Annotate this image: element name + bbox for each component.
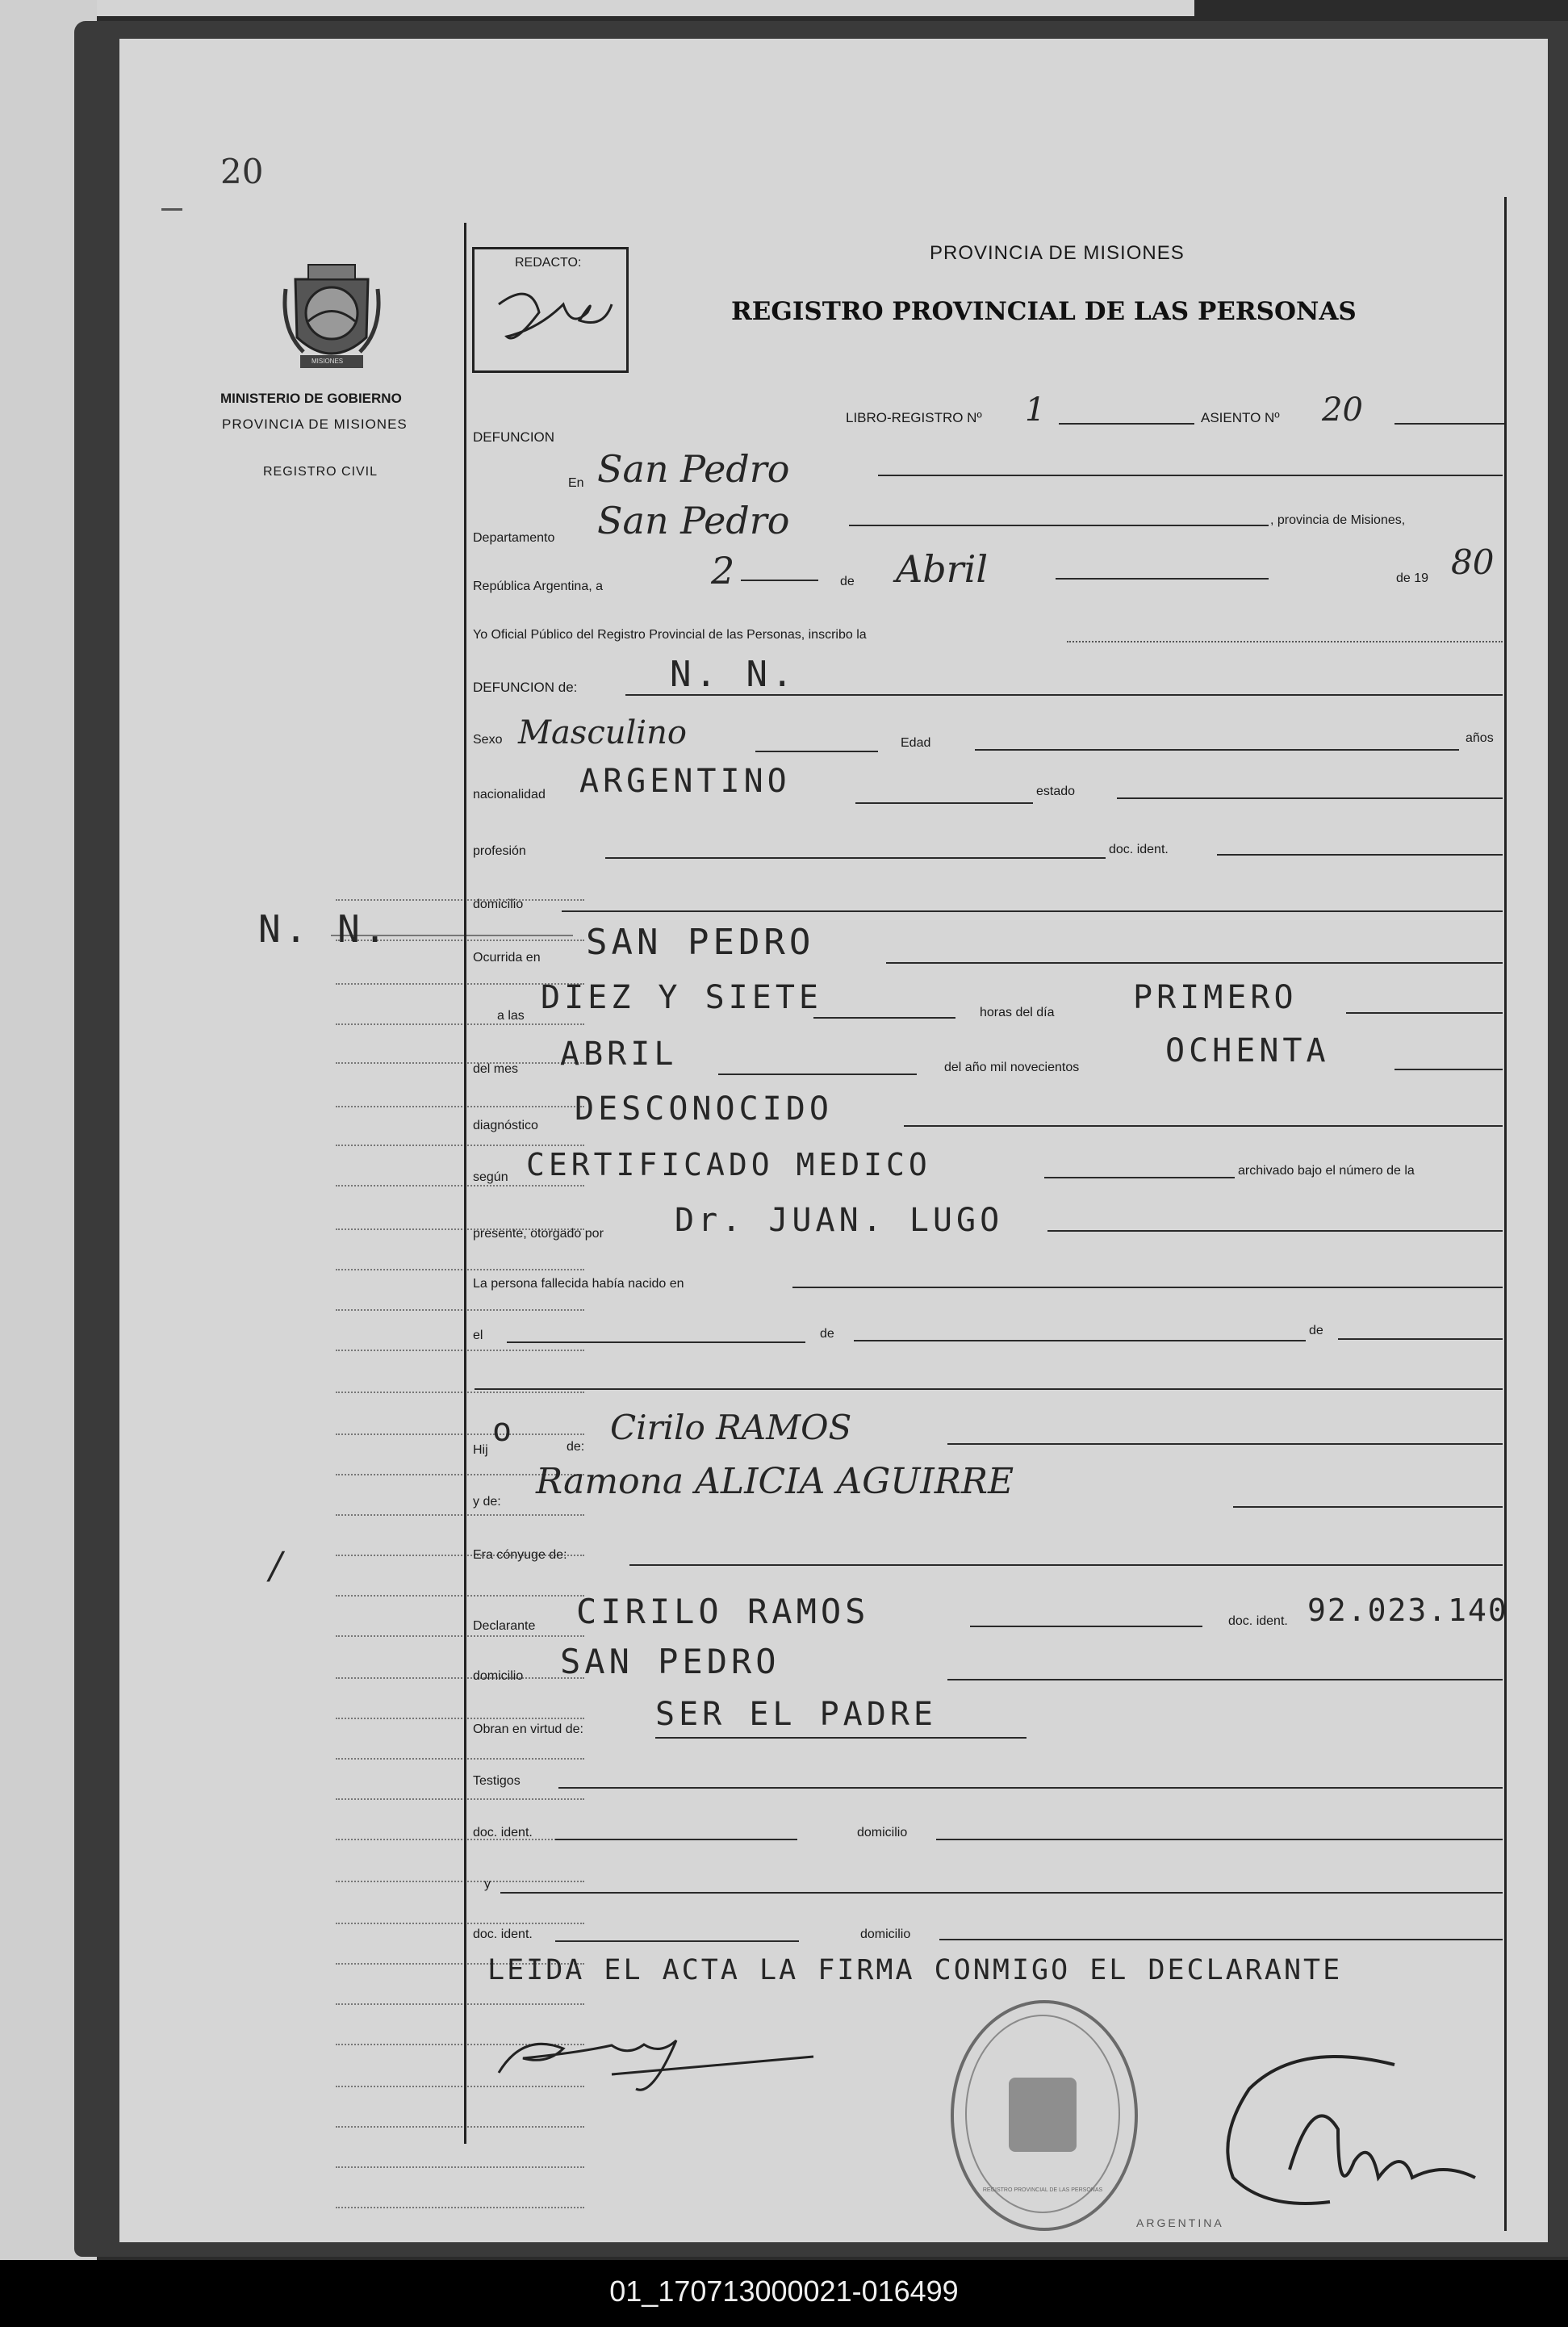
redacto-box — [472, 247, 629, 373]
margin-line — [336, 1106, 584, 1107]
a-las-label: a las — [497, 1009, 525, 1023]
edad-line — [975, 749, 1459, 751]
asiento-value: 20 — [1322, 391, 1363, 429]
diagnostico-label: diagnóstico — [473, 1119, 538, 1132]
margin-line — [336, 1062, 584, 1064]
page-number-dash — [161, 208, 182, 211]
nac-de-b-line — [1338, 1338, 1503, 1340]
declarante-label: Declarante — [473, 1619, 536, 1633]
margin-line — [336, 2207, 584, 2208]
margin-line — [336, 1635, 584, 1637]
margin-line — [336, 1718, 584, 1719]
defuncion-de-label: DEFUNCION de: — [473, 680, 578, 695]
doc-ident-label: doc. ident. — [1109, 843, 1169, 856]
anio-label: del año mil novecientos — [944, 1061, 1080, 1074]
y-line — [500, 1892, 1503, 1894]
en-label: En — [568, 476, 584, 490]
year-value: 80 — [1451, 542, 1495, 582]
closing-text: LEIDA EL ACTA LA FIRMA CONMIGO EL DECLARANTE — [487, 1954, 1343, 1986]
hijo-de-label: de: — [567, 1440, 585, 1454]
sexo-label: Sexo — [473, 733, 503, 747]
nacionalidad-label: nacionalidad — [473, 788, 546, 801]
act-type-label: DEFUNCION — [473, 429, 555, 445]
nacionalidad-line — [855, 802, 1033, 804]
official-seal — [951, 2000, 1138, 2231]
margin-line — [336, 1309, 584, 1311]
oficial-text: Yo Oficial Público del Registro Provincial de las Personas, inscribo la — [473, 628, 867, 642]
estado-label: estado — [1036, 785, 1076, 798]
del-mes-label: del mes — [473, 1062, 519, 1076]
margin-line — [336, 1433, 584, 1435]
asiento-label: ASIENTO Nº — [1201, 410, 1280, 425]
blank-line — [475, 1388, 1503, 1390]
margin-line — [336, 2003, 584, 2005]
conyuge-line — [629, 1564, 1503, 1566]
nacido-line — [792, 1287, 1503, 1288]
padre-value: Cirilo RAMOS — [610, 1408, 852, 1447]
ocurrida-line — [886, 962, 1503, 964]
obran-line — [655, 1737, 1027, 1739]
footer-image-id: 01_170713000021-016499 — [609, 2275, 959, 2308]
doc-ident-line — [1217, 854, 1503, 856]
provincia-label: , provincia de Misiones, — [1270, 513, 1406, 527]
t1-doc-label: doc. ident. — [473, 1826, 533, 1839]
margin-line — [336, 2126, 584, 2128]
nacionalidad-value: ARGENTINO — [579, 763, 791, 800]
departamento-label: Departamento — [473, 531, 555, 545]
segun-label: según — [473, 1170, 508, 1184]
t1-doc-line — [555, 1839, 797, 1840]
emblem-ribbon-text: MISIONES — [312, 358, 344, 365]
right-rule — [1504, 197, 1507, 2231]
departamento-line — [849, 525, 1269, 526]
year-prefix-label: de 19 — [1396, 571, 1429, 585]
testigos-label: Testigos — [473, 1774, 521, 1788]
oficial-line — [1067, 641, 1503, 642]
defuncion-de-line — [625, 694, 1503, 696]
t1-dom-label: domicilio — [857, 1826, 908, 1839]
declarant-signature — [491, 2008, 830, 2097]
bottom-stamp-text: ARGENTINA — [1136, 2216, 1224, 2229]
estado-line — [1117, 797, 1503, 799]
redacto-signature — [483, 272, 620, 361]
en-line — [878, 475, 1503, 476]
nac-de-a-line — [854, 1340, 1306, 1341]
dia-value: PRIMERO — [1133, 979, 1298, 1016]
archivado-label: archivado bajo el número de la — [1238, 1164, 1415, 1178]
margin-line — [336, 899, 584, 901]
anio-line — [1394, 1069, 1503, 1070]
sexo-line — [755, 751, 878, 752]
presente-label: presente, otorgado por — [473, 1227, 604, 1241]
month-value: Abril — [896, 547, 989, 591]
official-signature — [1201, 2040, 1491, 2234]
y-label: y — [484, 1877, 491, 1891]
seal-text: REGISTRO PROVINCIAL DE LAS PERSONAS — [982, 2187, 1103, 2193]
margin-line — [336, 1677, 584, 1679]
decl-dom-line — [947, 1679, 1503, 1680]
t2-doc-label: doc. ident. — [473, 1927, 533, 1941]
provincial-emblem — [279, 257, 384, 378]
ministry-line1: MINISTERIO DE GOBIERNO — [220, 391, 402, 406]
profesion-label: profesión — [473, 844, 526, 858]
sexo-value: Masculino — [518, 714, 687, 751]
madre-line — [1233, 1506, 1503, 1508]
nacido-label: La persona fallecida había nacido en — [473, 1277, 684, 1291]
background-top — [97, 0, 1194, 16]
anos-label: años — [1466, 731, 1494, 745]
day-value: 2 — [711, 549, 735, 592]
hora-value: DIEZ Y SIETE — [541, 979, 822, 1016]
domicilio-line — [562, 910, 1503, 912]
page-number: 20 — [220, 152, 264, 191]
decl-doc-value: 92.023.140 — [1307, 1592, 1508, 1628]
margin-line — [336, 1350, 584, 1351]
margin-line — [336, 1145, 584, 1146]
header-province: PROVINCIA DE MISIONES — [930, 242, 1185, 264]
ocurrida-label: Ocurrida en — [473, 951, 541, 965]
mes-line — [718, 1074, 917, 1075]
en-value: San Pedro — [597, 447, 790, 491]
defuncion-de-value: N. N. — [670, 654, 797, 695]
margin-line — [336, 1798, 584, 1800]
left-rule — [464, 223, 466, 2144]
dia-line — [1346, 1012, 1503, 1014]
obran-label: Obran en virtud de: — [473, 1722, 583, 1736]
domicilio-label: domicilio — [473, 898, 524, 911]
medico-line — [1047, 1230, 1503, 1232]
hijo-suffix: o — [492, 1412, 516, 1449]
month-de-label: de — [840, 575, 855, 588]
t1-dom-line — [936, 1839, 1503, 1840]
asiento-line — [1394, 423, 1504, 425]
margin-line — [336, 1839, 584, 1840]
t2-doc-line — [555, 1940, 799, 1942]
day-line — [741, 580, 818, 581]
margin-note-name: N. N. — [258, 907, 391, 951]
hora-line — [813, 1017, 955, 1019]
diagnostico-value: DESCONOCIDO — [575, 1090, 833, 1128]
segun-value: CERTIFICADO MEDICO — [526, 1147, 931, 1182]
margin-line — [336, 2166, 584, 2168]
anio-value: OCHENTA — [1165, 1032, 1330, 1069]
margin-line — [336, 1881, 584, 1882]
libro-value: 1 — [1025, 391, 1046, 429]
declarante-value: CIRILO RAMOS — [576, 1592, 870, 1631]
testigos-line — [558, 1787, 1503, 1789]
header-registry: REGISTRO PROVINCIAL DE LAS PERSONAS — [731, 297, 1357, 326]
el-line — [507, 1341, 805, 1343]
departamento-value: San Pedro — [597, 499, 790, 542]
decl-dom-label: domicilio — [473, 1669, 524, 1683]
seal-emblem — [1009, 2078, 1077, 2152]
margin-line — [336, 1023, 584, 1025]
margin-line — [336, 1269, 584, 1270]
register-page — [119, 39, 1548, 2242]
margin-line — [336, 1595, 584, 1597]
margin-note-mark: / — [270, 1543, 282, 1587]
y-de-label: y de: — [473, 1495, 501, 1509]
republica-label: República Argentina, a — [473, 580, 603, 593]
conyuge-label: Era cónyuge de: — [473, 1548, 567, 1562]
margin-line — [336, 1923, 584, 1924]
margin-line — [336, 1514, 584, 1516]
mes-value: ABRIL — [560, 1036, 678, 1073]
obran-value: SER EL PADRE — [655, 1696, 937, 1733]
el-label: el — [473, 1329, 483, 1342]
ministry-line2: PROVINCIA DE MISIONES — [222, 416, 408, 432]
medico-value: Dr. JUAN. LUGO — [675, 1202, 1004, 1239]
decl-doc-label: doc. ident. — [1228, 1614, 1288, 1628]
profesion-line — [605, 857, 1106, 859]
horas-label: horas del día — [980, 1006, 1055, 1019]
t2-dom-label: domicilio — [860, 1927, 911, 1941]
month-line — [1056, 578, 1269, 580]
libro-line — [1059, 423, 1194, 425]
margin-line — [336, 1758, 584, 1760]
ministry-line3: REGISTRO CIVIL — [263, 465, 378, 479]
edad-label: Edad — [901, 736, 931, 750]
decl-dom-value: SAN PEDRO — [560, 1642, 780, 1681]
madre-value: Ramona ALICIA AGUIRRE — [536, 1461, 1014, 1502]
declarante-line — [970, 1626, 1202, 1627]
diagnostico-line — [904, 1125, 1503, 1127]
nac-de-a-label: de — [820, 1327, 834, 1341]
padre-line — [947, 1443, 1503, 1445]
margin-line — [336, 1392, 584, 1393]
nac-de-b-label: de — [1309, 1324, 1323, 1337]
hijo-label: Hij — [473, 1443, 488, 1457]
libro-label: LIBRO-REGISTRO Nº — [846, 410, 982, 425]
redacto-label: REDACTO: — [515, 256, 582, 270]
segun-line — [1044, 1177, 1235, 1178]
margin-line — [336, 1185, 584, 1187]
ocurrida-value: SAN PEDRO — [586, 922, 815, 963]
t2-dom-line — [939, 1939, 1503, 1940]
